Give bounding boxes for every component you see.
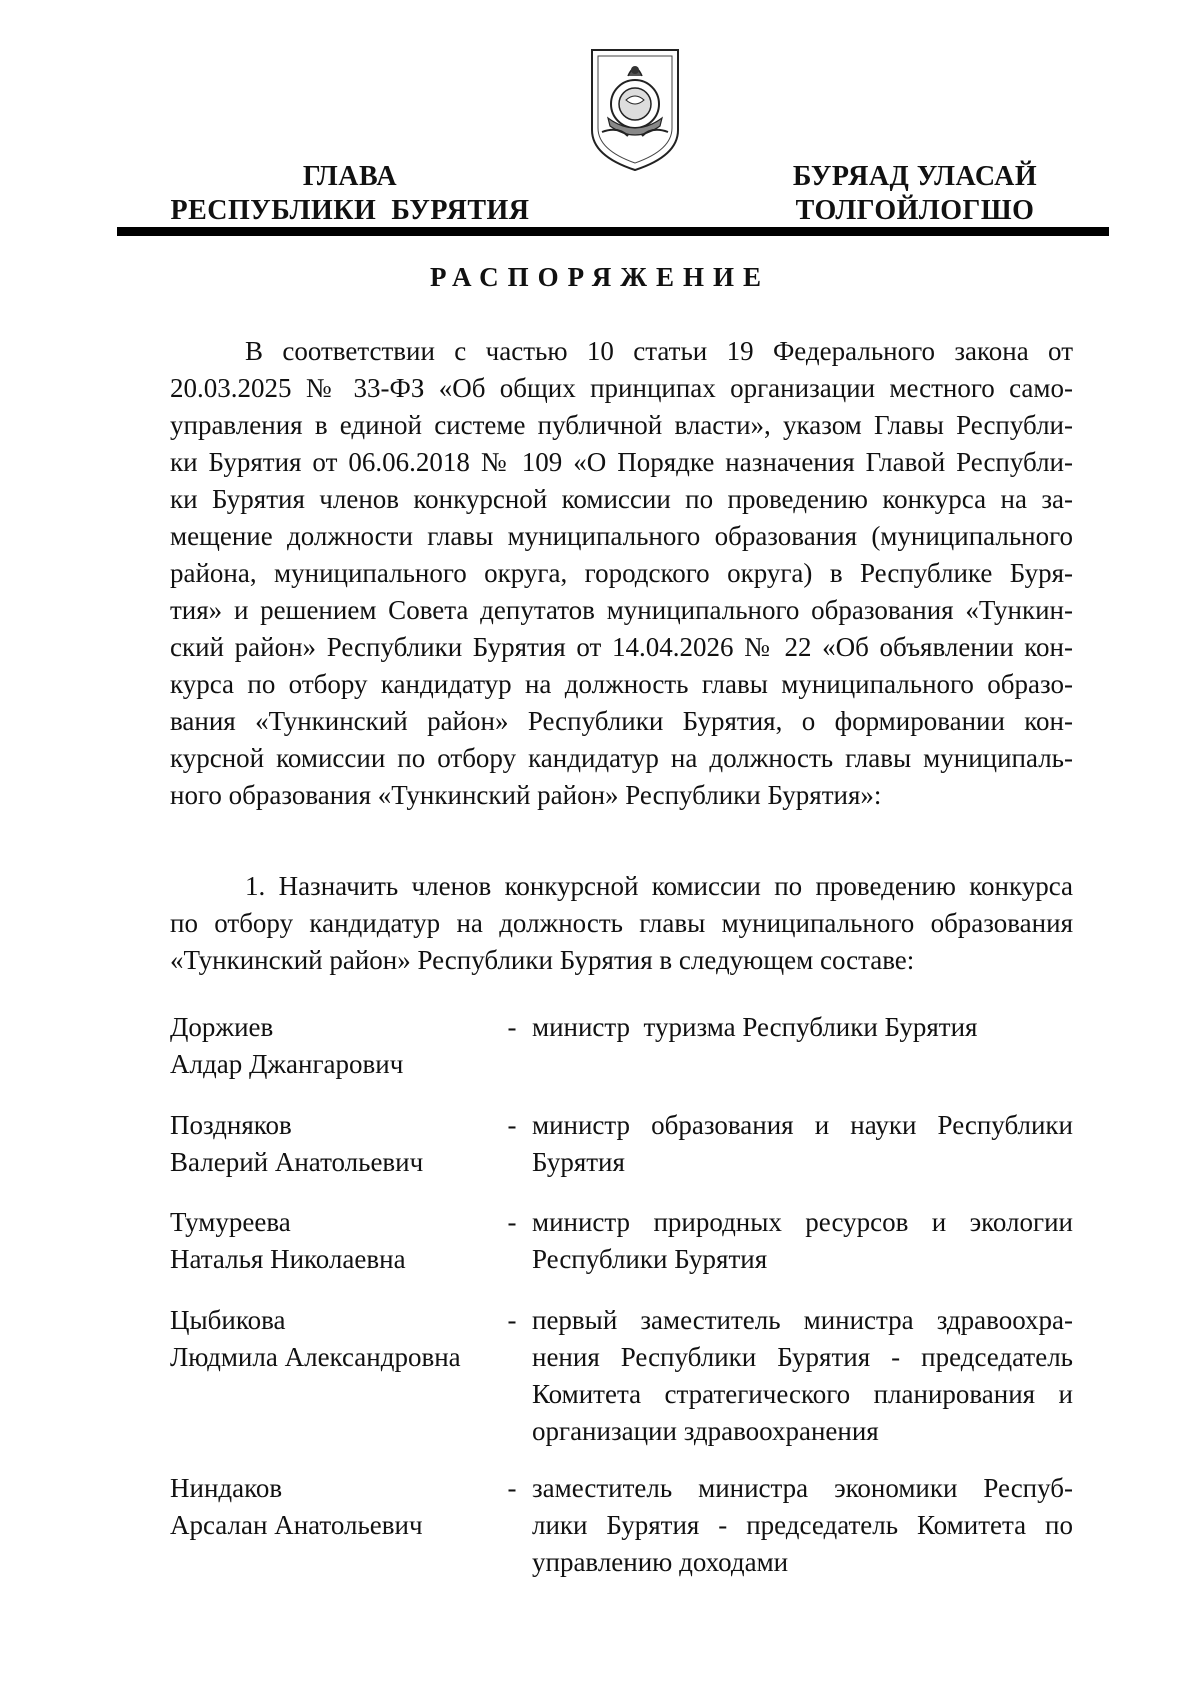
member-given-names: Валерий Анатольевич — [170, 1147, 424, 1177]
member-name — [170, 1204, 490, 1278]
preamble-line: ного образования «Тункинский район» Республики Бурятия»: — [170, 780, 882, 810]
member-dash: - — [507, 1305, 517, 1335]
member-name — [170, 1302, 490, 1376]
header-left — [160, 160, 540, 228]
preamble-line: тия» и решением Совета депутатов муниципального образования «Тункин- — [170, 595, 1073, 625]
member-surname: Доржиев — [170, 1012, 274, 1042]
preamble-line: В соответствии с частью 10 статьи 19 Федерального закона от — [245, 336, 1073, 366]
member-role — [532, 1009, 1073, 1046]
member-role-line: Комитета стратегического планирования и — [532, 1379, 1073, 1409]
header-left-line2: РЕСПУБЛИКИ БУРЯТИЯ — [170, 195, 530, 226]
member-role-line: заместитель министра экономики Респуб- — [532, 1473, 1073, 1503]
item1-line: по отбору кандидатур на должность главы муниципального образования — [170, 908, 1073, 938]
member-name — [170, 1009, 490, 1083]
preamble-line: вания «Тункинский район» Республики Бурятия, о формировании кон- — [170, 706, 1073, 736]
preamble-line: курса по отбору кандидатур на должность главы муниципального образо- — [170, 669, 1073, 699]
member-surname: Тумуреева — [170, 1207, 291, 1237]
member-role — [532, 1107, 1073, 1181]
header-right-line1: БУРЯАД УЛАСАЙ — [792, 161, 1038, 192]
member-given-names: Арсалан Анатольевич — [170, 1510, 423, 1540]
preamble-line: курсной комиссии по отбору кандидатур на должность главы муниципаль- — [170, 743, 1073, 773]
member-surname: Цыбикова — [170, 1305, 286, 1335]
preamble-line: управления в единой системе публичной власти», указом Главы Республи- — [170, 410, 1073, 440]
item1-line: 1. Назначить членов конкурсной комиссии по проведению конкурса — [245, 871, 1073, 901]
member-dash: - — [507, 1207, 517, 1237]
preamble-line: ки Бурятия членов конкурсной комиссии по проведению конкурса на за- — [170, 484, 1073, 514]
member-role-line: министр туризма Республики Бурятия — [532, 1012, 978, 1042]
member-role-line: министр образования и науки Республики — [532, 1110, 1073, 1140]
coat-of-arms-icon — [588, 46, 682, 174]
member-surname: Ниндаков — [170, 1473, 283, 1503]
member-name — [170, 1470, 490, 1544]
member-role — [532, 1302, 1073, 1450]
document-title: РАСПОРЯЖЕНИЕ — [429, 262, 771, 292]
header-right — [750, 160, 1080, 228]
member-role — [532, 1470, 1073, 1581]
header-left-line1: ГЛАВА — [302, 161, 398, 192]
member-surname: Поздняков — [170, 1110, 292, 1140]
member-role-line: министр природных ресурсов и экологии — [532, 1207, 1073, 1237]
member-role-line: нения Республики Бурятия - председатель — [532, 1342, 1073, 1372]
item1-line: «Тункинский район» Республики Бурятия в следующем составе: — [170, 945, 915, 975]
member-role-line: лики Бурятия - председатель Комитета по — [532, 1510, 1073, 1540]
item1-paragraph — [170, 868, 1073, 979]
member-role — [532, 1204, 1073, 1278]
member-dash: - — [507, 1473, 517, 1503]
preamble-line: мещение должности главы муниципального образования (муниципального — [170, 521, 1073, 551]
member-role-line: управлению доходами — [532, 1547, 789, 1577]
member-role-line: Бурятия — [532, 1147, 625, 1177]
member-dash: - — [507, 1110, 517, 1140]
header-right-line2: ТОЛГОЙЛОГШО — [795, 195, 1035, 226]
member-role-line: Республики Бурятия — [532, 1244, 768, 1274]
member-given-names: Людмила Александровна — [170, 1342, 461, 1372]
coat-of-arms-emblem — [588, 46, 682, 174]
preamble-line: ки Бурятия от 06.06.2018 № 109 «О Порядке назначения Главой Республи- — [170, 447, 1073, 477]
member-name — [170, 1107, 490, 1181]
member-given-names: Алдар Джангарович — [170, 1049, 404, 1079]
member-given-names: Наталья Николаевна — [170, 1244, 406, 1274]
member-dash: - — [507, 1012, 517, 1042]
preamble-line: района, муниципального округа, городского округа) в Республике Буря- — [170, 558, 1073, 588]
preamble-line: 20.03.2025 № 33-ФЗ «Об общих принципах организации местного само- — [170, 373, 1073, 403]
member-role-line: организации здравоохранения — [532, 1416, 879, 1446]
preamble-paragraph — [170, 333, 1073, 814]
member-role-line: первый заместитель министра здравоохра- — [532, 1305, 1073, 1335]
header-divider — [117, 227, 1109, 236]
preamble-line: ский район» Республики Бурятия от 14.04.2026 № 22 «Об объявлении кон- — [170, 632, 1073, 662]
